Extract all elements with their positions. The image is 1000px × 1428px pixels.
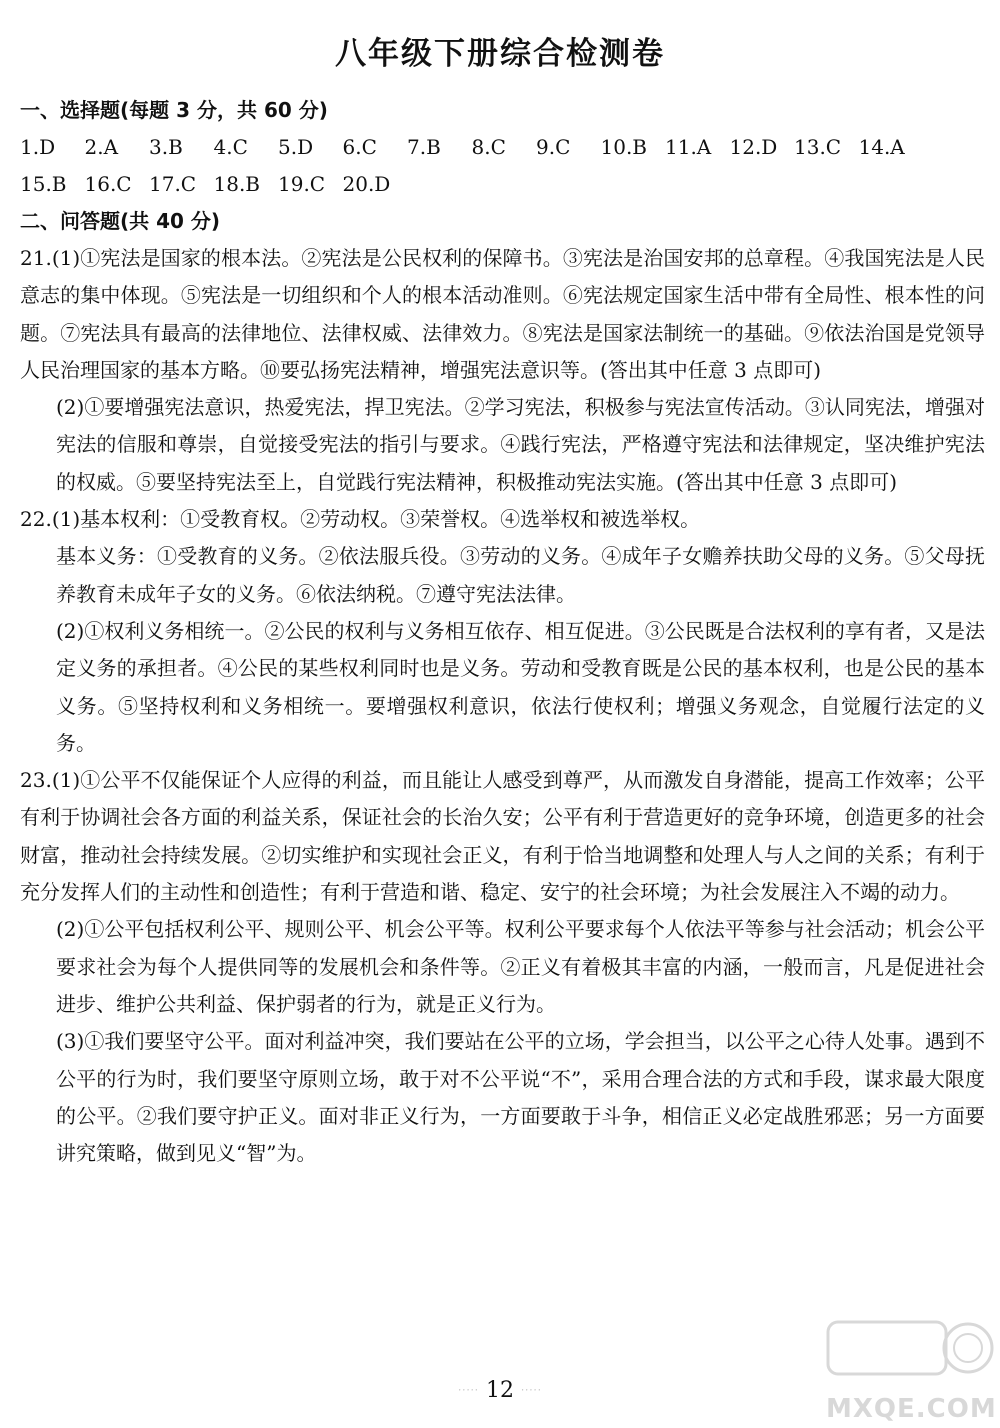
footer-dots-right: ····· [521, 1385, 542, 1397]
question-number: 23. [20, 768, 52, 793]
choice-answer: 1.D [20, 135, 56, 159]
choice-answer: 15.B [20, 172, 67, 196]
question-23 [20, 762, 985, 1172]
section-heading-choice [20, 92, 985, 129]
choice-answer: 11.A [665, 135, 712, 159]
page-title: 八年级下册综合检测卷 [335, 36, 665, 72]
choice-answer: 10.B [600, 135, 648, 159]
choice-answer: 4.C [213, 135, 248, 159]
watermark-logo-icon [826, 1316, 996, 1380]
page-number: 12 [486, 1378, 514, 1403]
choice-answer: 12.D [729, 135, 778, 159]
answer-paragraph [20, 762, 985, 911]
choice-answer: 2.A [84, 135, 119, 159]
choice-answer: 20.D [342, 172, 391, 196]
answer-text: (1)①宪法是国家的根本法。②宪法是公民权利的保障书。③宪法是治国安邦的总章程。④我国宪法是人民意志的集中体现。⑤宪法是一切组织和个人的根本活动准则。⑥宪法规定国家生活中带有全局性、根本性的问题。⑦宪法具有最高的法律地位、法律权威、法律效力。⑧宪法是国家法制统一的基础。⑨依法治国是党领导人民治理国家的基本方略。⑩要弘扬宪法精神，增强宪法意识等。(答出其中任意 3 点即可) [20, 246, 985, 382]
choice-answers [20, 129, 985, 203]
section-title: 二、问答题 [20, 209, 120, 233]
question-number: 21. [20, 246, 52, 270]
section-note: (每题 3 分，共 60 分) [120, 98, 328, 122]
answer-row [20, 129, 985, 166]
answer-content [20, 92, 985, 1172]
answer-text: (1)基本权利：①受教育权。②劳动权。③荣誉权。④选举权和被选举权。 [51, 507, 701, 532]
question-number: 22. [20, 507, 52, 532]
answer-text: (1)①公平不仅能保证个人应得的利益，而且能让人感受到尊严，从而激发自身潜能，提高工作效率；公平有利于协调社会各方面的利益关系，保证社会的长治久安；公平有利于营造更好的竞争环境，创造更多的社会财富，推动社会持续发展。②切实维护和实现社会正义，有利于恰当地调整和处理人与人之间的关系；有利于充分发挥人们的主动性和创造性；有利于营造和谐、稳定、安宁的社会环境；为社会发展注入不竭的动力。 [20, 768, 985, 905]
choice-answer: 16.C [84, 172, 132, 196]
answer-paragraph [20, 240, 985, 389]
watermark-text: MXQE.COM [826, 1394, 997, 1424]
choice-answer: 7.B [407, 135, 441, 159]
answer-paragraph: (2)①公平包括权利公平、规则公平、机会公平等。权利公平要求每个人依法平等参与社会活动；机会公平要求社会为每个人提供同等的发展机会和条件等。②正义有着极其丰富的内涵，一般而言，凡是促进社会进步、维护公共利益、保护弱者的行为，就是正义行为。 [56, 917, 985, 1016]
choice-answer: 18.B [213, 172, 261, 196]
watermark [826, 1316, 996, 1424]
choice-answer: 19.C [278, 172, 326, 196]
choice-answer: 3.B [149, 135, 183, 159]
answer-paragraph: 基本义务：①受教育的义务。②依法服兵役。③劳动的义务。④成年子女赡养扶助父母的义务。⑤父母抚养教育未成年子女的义务。⑥依法纳税。⑦遵守宪法法律。 [56, 544, 985, 606]
choice-answer: 6.C [342, 135, 377, 159]
choice-answer: 14.A [858, 135, 905, 159]
section-title: 一、选择题 [20, 98, 120, 122]
choice-answer: 13.C [794, 135, 842, 159]
footer-dots-left: ····· [458, 1385, 479, 1397]
answer-paragraph [20, 501, 985, 538]
choice-answer: 5.D [278, 135, 314, 159]
section-note: (共 40 分) [120, 209, 221, 233]
answer-paragraph: (3)①我们要坚守公平。面对利益冲突，我们要站在公平的立场，学会担当，以公平之心待人处事。遇到不公平的行为时，我们要坚守原则立场，敢于对不公平说“不”，采用合理合法的方式和手段，谋求最大限度的公平。②我们要守护正义。面对非正义行为，一方面要敢于斗争，相信正义必定战胜邪恶；另一方面要讲究策略，做到见义“智”为。 [56, 1029, 985, 1166]
section-heading-qa [20, 203, 985, 240]
question-22 [20, 501, 985, 762]
question-21 [20, 240, 985, 501]
answer-paragraph: (2)①要增强宪法意识，热爱宪法，捍卫宪法。②学习宪法，积极参与宪法宣传活动。③认同宪法，增强对宪法的信服和尊崇，自觉接受宪法的指引与要求。④践行宪法，严格遵守宪法和法律规定，坚决维护宪法的权威。⑤要坚持宪法至上，自觉践行宪法精神，积极推动宪法实施。(答出其中任意 3 点即可) [56, 395, 985, 494]
choice-answer: 9.C [536, 135, 571, 159]
choice-answer: 8.C [471, 135, 506, 159]
answer-paragraph: (2)①权利义务相统一。②公民的权利与义务相互依存、相互促进。③公民既是合法权利的享有者，又是法定义务的承担者。④公民的某些权利同时也是义务。劳动和受教育既是公民的基本权利，也是公民的基本义务。⑤坚持权利和义务相统一。要增强权利意识，依法行使权利；增强义务观念，自觉履行法定的义务。 [56, 618, 985, 755]
answer-row [20, 166, 985, 203]
choice-answer: 17.C [149, 172, 197, 196]
